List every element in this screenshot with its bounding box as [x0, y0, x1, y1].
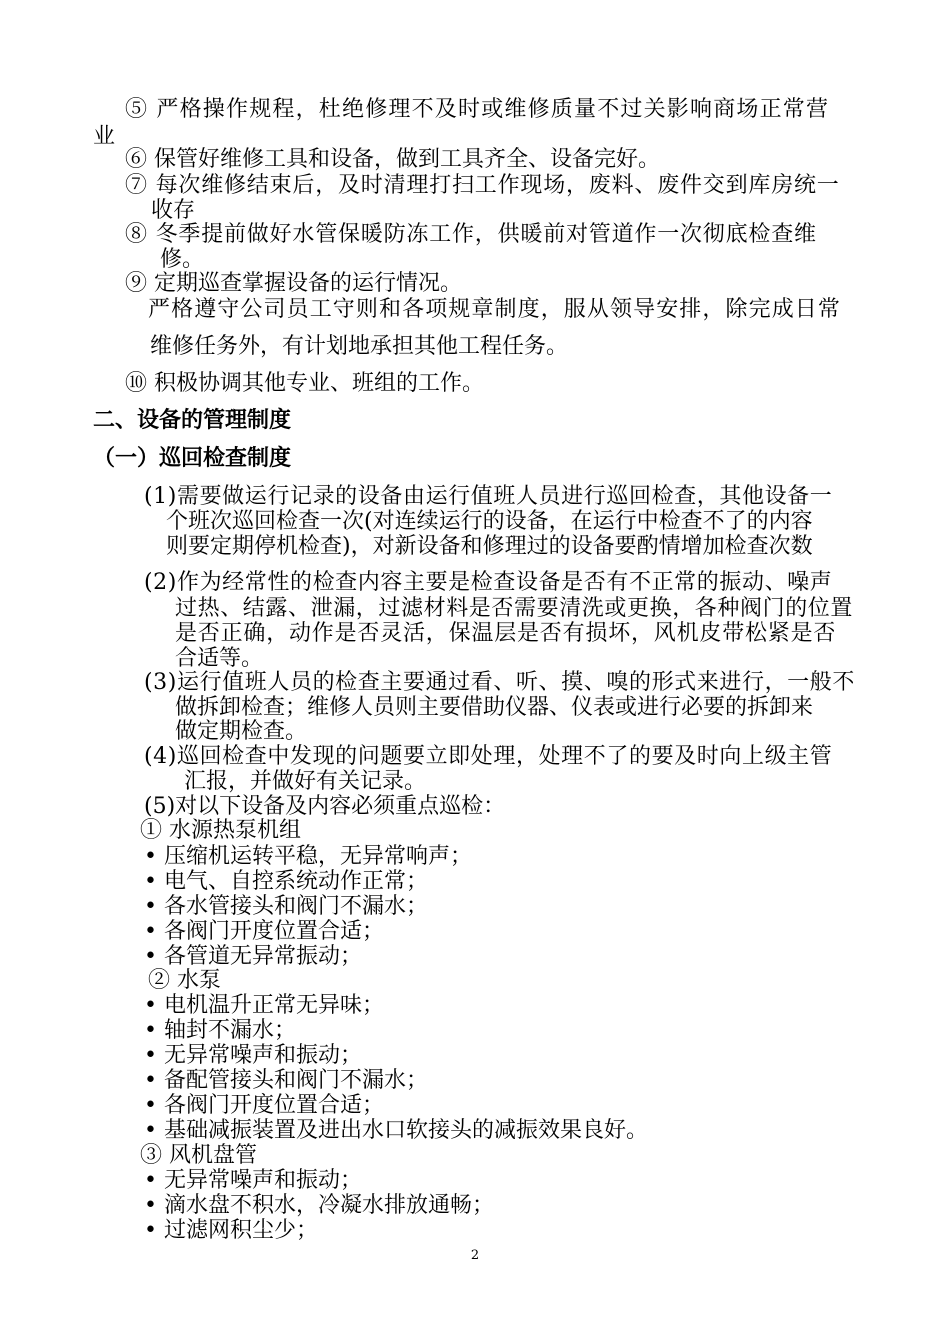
list-item: • 各水管接头和阀门不漏水；	[144, 894, 428, 919]
section-heading: 二、设备的管理制度	[93, 408, 292, 433]
equipment-heading: ① 水源热泵机组	[140, 818, 301, 843]
list-item: • 备配管接头和阀门不漏水；	[144, 1068, 428, 1093]
text-line: 则要定期停机检查)，对新设备和修理过的设备要酌情增加检查次数	[166, 534, 813, 559]
text-line: (4)巡回检查中发现的问题要立即处理，处理不了的要及时向上级主管	[144, 744, 833, 769]
list-item: • 过滤网积尘少；	[144, 1218, 318, 1243]
page-number: 2	[470, 1248, 480, 1263]
text-line: 做定期检查。	[175, 719, 308, 744]
text-line: (1)需要做运行记录的设备由运行值班人员进行巡回检查，其他设备一	[144, 484, 833, 509]
text-line: ⑦ 每次维修结束后，及时清理打扫工作现场，废料、废件交到库房统一	[125, 173, 840, 198]
list-item: • 无异常噪声和振动；	[144, 1043, 362, 1068]
text-line: 合适等。	[175, 646, 264, 671]
subsection-heading: （一）巡回检查制度	[93, 446, 292, 471]
text-line: ⑩ 积极协调其他专业、班组的工作。	[125, 371, 484, 396]
list-item: • 电机温升正常无异味；	[144, 993, 384, 1018]
equipment-heading: ③ 风机盘管	[140, 1143, 257, 1168]
list-item: • 轴封不漏水；	[144, 1018, 296, 1043]
list-item: • 基础减振装置及进出水口软接头的减振效果良好。	[144, 1118, 648, 1143]
text-line: 业	[93, 124, 116, 149]
text-line: (5)对以下设备及内容必须重点巡检：	[144, 794, 506, 819]
text-line: 严格遵守公司员工守则和各项规章制度，服从领导安排，除完成日常	[148, 297, 842, 322]
text-line: 收存	[151, 198, 196, 223]
text-line: ⑧ 冬季提前做好水管保暖防冻工作，供暖前对管道作一次彻底检查维	[125, 222, 817, 247]
text-line: 过热、结露、泄漏，过滤材料是否需要清洗或更换，各种阀门的位置	[175, 596, 854, 621]
text-line: 是否正确，动作是否灵活，保温层是否有损坏，风机皮带松紧是否	[175, 621, 837, 646]
list-item: • 压缩机运转平稳，无异常响声；	[144, 844, 472, 869]
list-item: • 各管道无异常振动；	[144, 944, 362, 969]
equipment-heading: ② 水泵	[148, 968, 221, 993]
text-line: 个班次巡回检查一次(对连续运行的设备，在运行中检查不了的内容	[166, 509, 813, 534]
list-item: • 无异常噪声和振动；	[144, 1168, 362, 1193]
text-line: (2)作为经常性的检查内容主要是检查设备是否有不正常的振动、噪声	[144, 570, 833, 595]
list-item: • 电气、自控系统动作正常；	[144, 869, 428, 894]
text-line: (3)运行值班人员的检查主要通过看、听、摸、嗅的形式来进行，一般不	[144, 670, 855, 695]
text-line: ⑤ 严格操作规程，杜绝修理不及时或维修质量不过关影响商场正常营	[125, 97, 830, 122]
text-line: ⑨ 定期巡查掌握设备的运行情况。	[125, 271, 462, 296]
text-line: 修。	[160, 247, 205, 272]
text-line: 汇报，并做好有关记录。	[184, 769, 427, 794]
list-item: • 滴水盘不积水，冷凝水排放通畅；	[144, 1193, 494, 1218]
text-line: 做拆卸检查；维修人员则主要借助仪器、仪表或进行必要的拆卸来	[175, 695, 814, 720]
text-line: ⑥ 保管好维修工具和设备，做到工具齐全、设备完好。	[125, 147, 660, 172]
text-line: 维修任务外，有计划地承担其他工程任务。	[150, 334, 569, 359]
list-item: • 各阀门开度位置合适；	[144, 919, 384, 944]
list-item: • 各阀门开度位置合适；	[144, 1093, 384, 1118]
